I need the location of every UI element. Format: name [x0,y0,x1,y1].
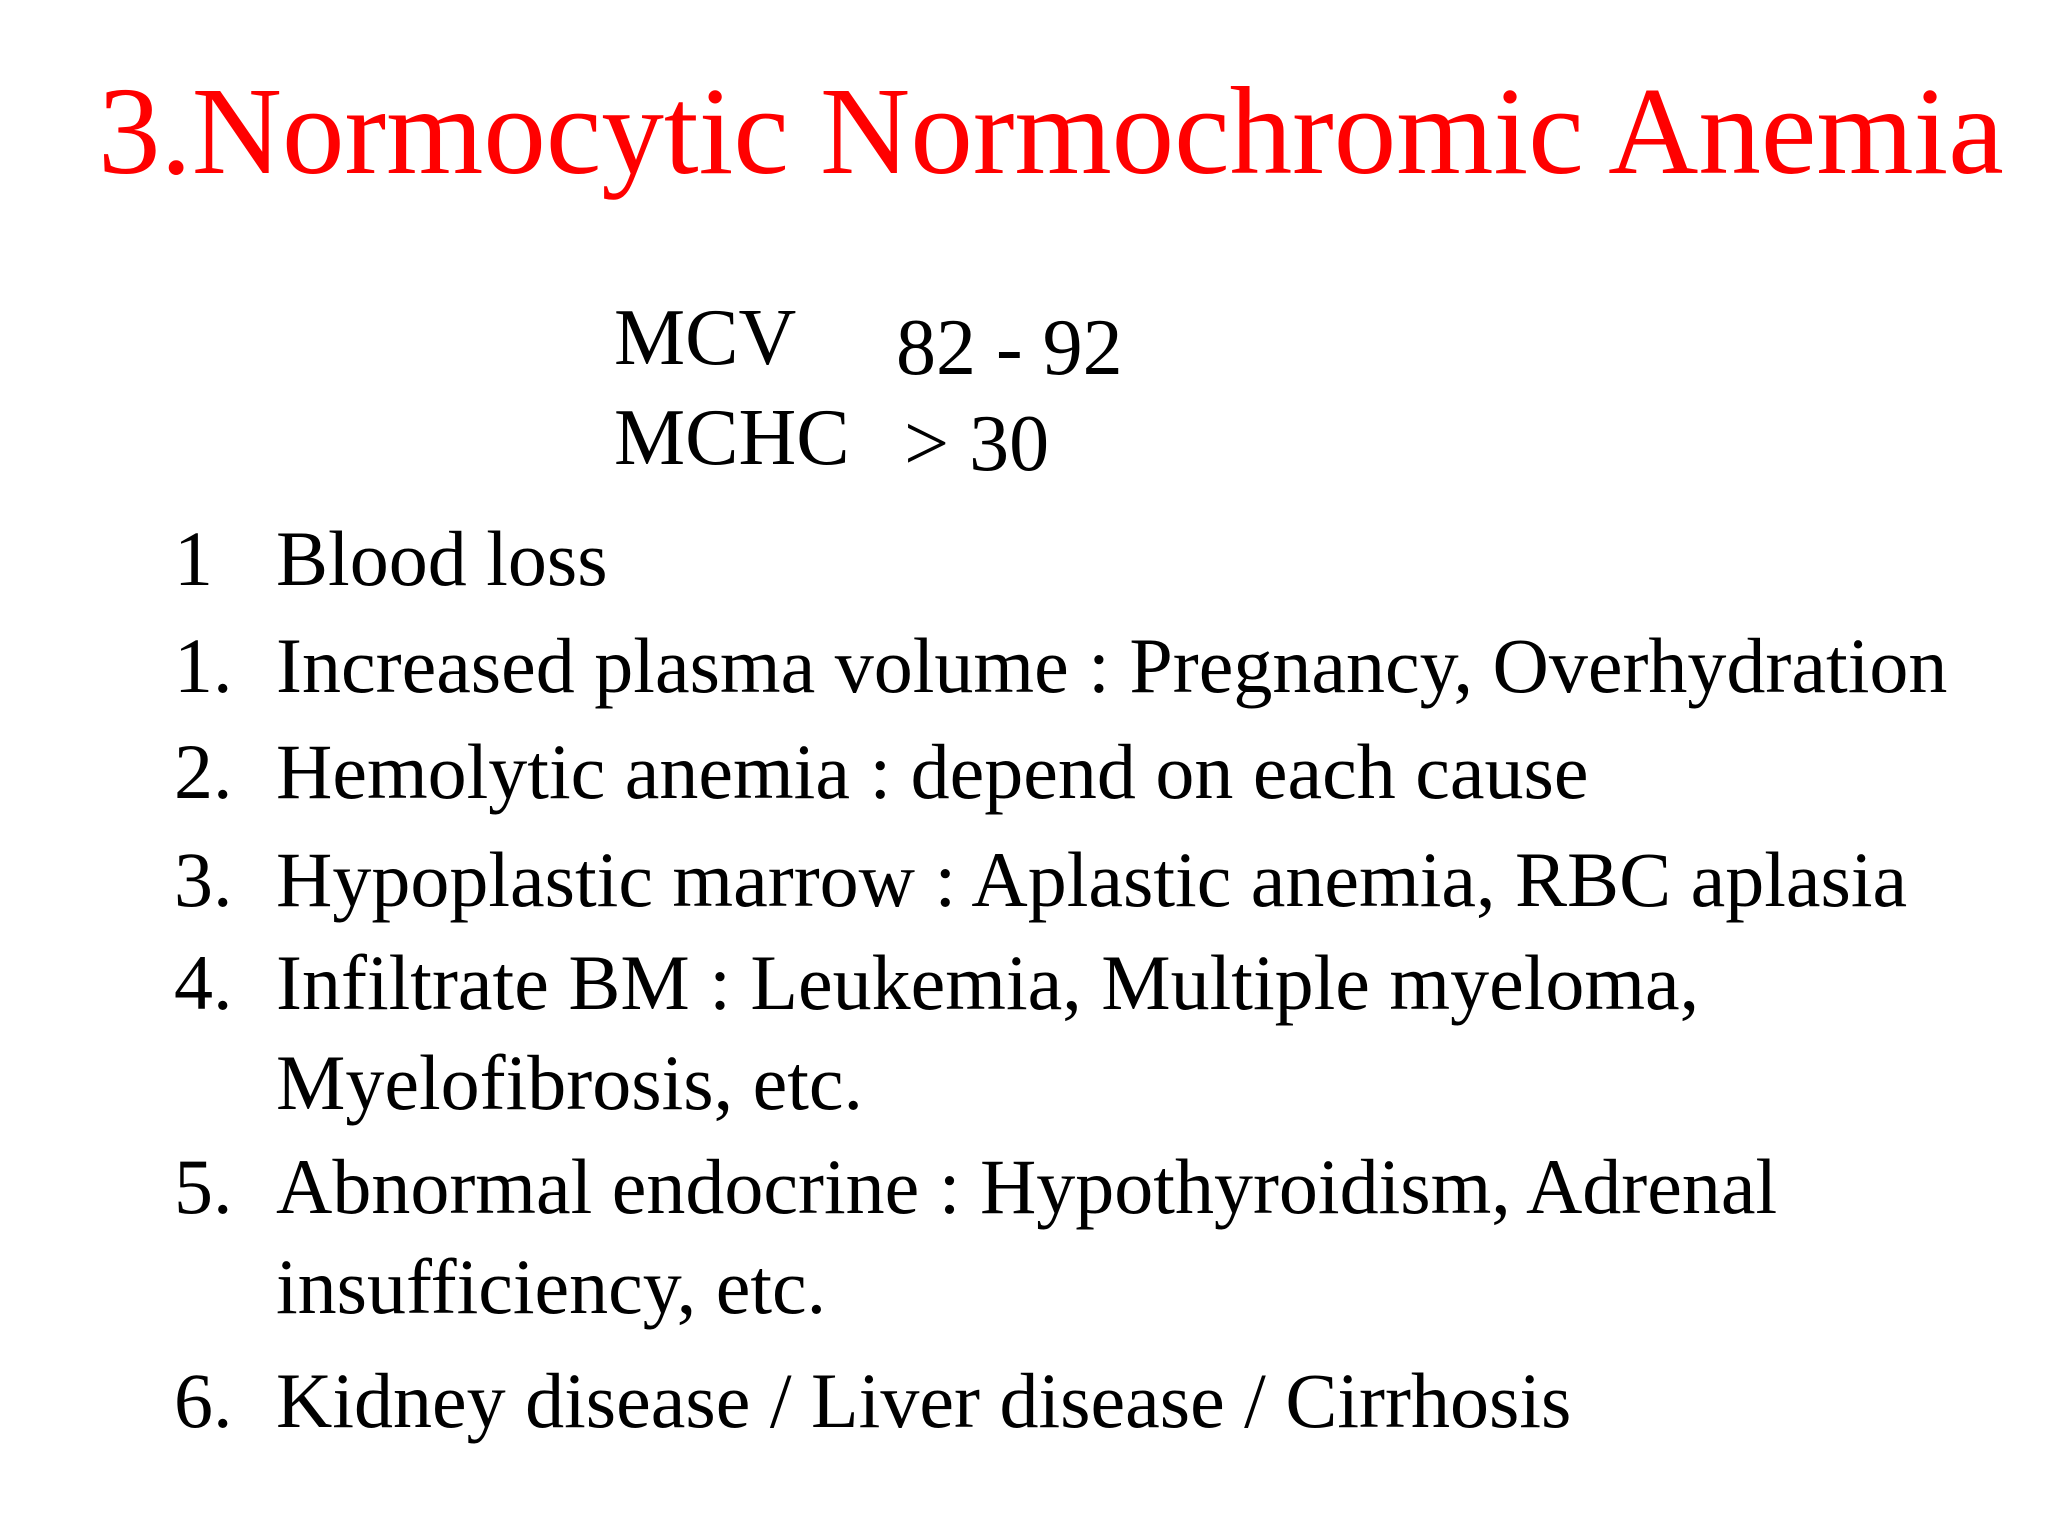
cause-text: Hemolytic anemia : depend on each cause [276,728,1589,815]
cause-number: 3. [174,836,233,923]
cause-number: 6. [174,1357,233,1444]
value-range-mchc: > 30 [904,400,1050,488]
cause-text: Infiltrate BM : Leukemia, Multiple myeloma, Myelofibrosis, etc. [276,939,1700,1126]
cause-number: 5. [174,1143,233,1230]
cause-text: Blood loss [276,515,608,602]
cause-number: 1. [174,622,233,709]
value-range-mcv: 82 - 92 [896,304,1123,392]
cause-number: 2. [174,728,233,815]
value-label-mcv: MCV [614,294,797,382]
cause-text: Kidney disease / Liver disease / Cirrhosis [276,1357,1572,1444]
cause-number: 1 [174,515,213,602]
cause-number: 4. [174,939,233,1026]
slide-title: 3.Normocytic Normochromic Anemia [98,63,2004,201]
cause-text: Abnormal endocrine : Hypothyroidism, Adrenal insufficiency, etc. [276,1143,1778,1330]
cause-text: Increased plasma volume : Pregnancy, Overhydration [276,622,1948,709]
value-label-mchc: MCHC [614,394,850,482]
cause-text: Hypoplastic marrow : Aplastic anemia, RBC aplasia [276,836,1908,923]
